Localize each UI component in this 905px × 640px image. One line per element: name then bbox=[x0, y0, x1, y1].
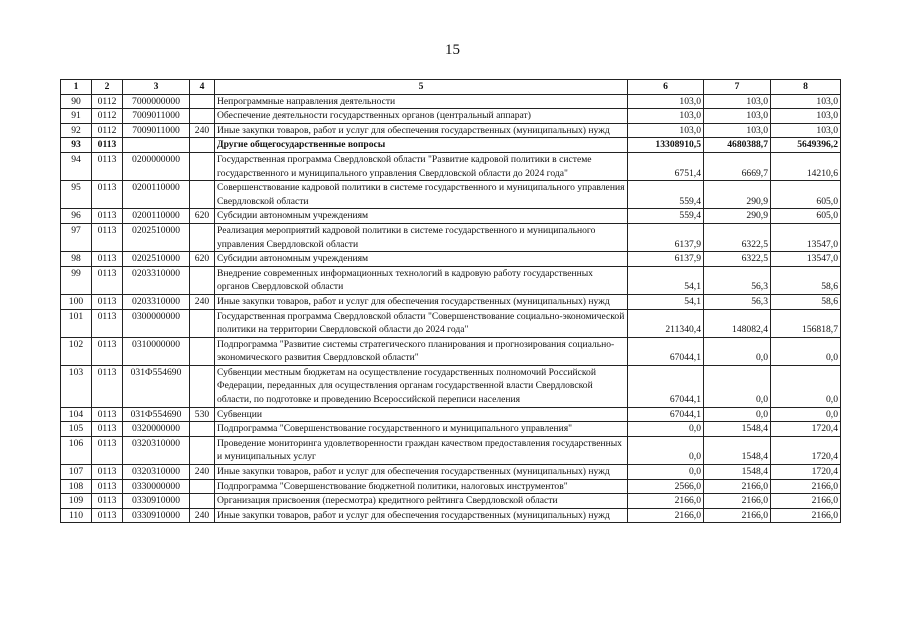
row-number: 106 bbox=[61, 436, 92, 464]
amount-col-6: 2166,0 bbox=[628, 494, 704, 509]
amount-col-6: 0,0 bbox=[628, 436, 704, 464]
item-name: Организация присвоения (пересмотра) кредитного рейтинга Свердловской области bbox=[215, 494, 628, 509]
amount-col-8: 156818,7 bbox=[771, 309, 841, 337]
amount-col-7: 2166,0 bbox=[704, 494, 771, 509]
section-code: 0112 bbox=[92, 109, 123, 124]
section-code: 0113 bbox=[92, 479, 123, 494]
amount-col-8: 103,0 bbox=[771, 94, 841, 109]
target-article-code: 0310000000 bbox=[123, 337, 190, 365]
table-row bbox=[61, 436, 841, 464]
item-name: Совершенствование кадровой политики в системе государственного и муниципального управления Свердловской области bbox=[215, 181, 628, 209]
section-code: 0113 bbox=[92, 494, 123, 509]
row-number: 101 bbox=[61, 309, 92, 337]
table-row bbox=[61, 465, 841, 480]
target-article-code: 7000000000 bbox=[123, 94, 190, 109]
item-name: Иные закупки товаров, работ и услуг для обеспечения государственных (муниципальных) нужд bbox=[215, 465, 628, 480]
table-row bbox=[61, 209, 841, 224]
amount-col-7: 56,3 bbox=[704, 266, 771, 294]
amount-col-8: 1720,4 bbox=[771, 465, 841, 480]
expense-type-code bbox=[190, 422, 215, 437]
amount-col-8: 1720,4 bbox=[771, 436, 841, 464]
amount-col-6: 211340,4 bbox=[628, 309, 704, 337]
row-number: 108 bbox=[61, 479, 92, 494]
amount-col-7: 56,3 bbox=[704, 294, 771, 309]
column-header: 4 bbox=[190, 80, 215, 95]
target-article-code: 0320310000 bbox=[123, 436, 190, 464]
item-name: Подпрограмма "Развитие системы стратегического планирования и прогнозирования социально-экономического развития Свердловской области" bbox=[215, 337, 628, 365]
item-name: Субсидии автономным учреждениям bbox=[215, 209, 628, 224]
amount-col-8: 58,6 bbox=[771, 294, 841, 309]
expense-type-code bbox=[190, 337, 215, 365]
expense-type-code bbox=[190, 266, 215, 294]
section-code: 0113 bbox=[92, 266, 123, 294]
expense-type-code bbox=[190, 223, 215, 251]
row-number: 90 bbox=[61, 94, 92, 109]
table-row bbox=[61, 479, 841, 494]
section-code: 0113 bbox=[92, 138, 123, 153]
section-code: 0113 bbox=[92, 152, 123, 180]
row-number: 98 bbox=[61, 252, 92, 267]
amount-col-6: 103,0 bbox=[628, 109, 704, 124]
item-name: Иные закупки товаров, работ и услуг для обеспечения государственных (муниципальных) нужд bbox=[215, 508, 628, 523]
amount-col-8: 2166,0 bbox=[771, 479, 841, 494]
row-number: 92 bbox=[61, 123, 92, 138]
amount-col-6: 67044,1 bbox=[628, 337, 704, 365]
target-article-code: 0330000000 bbox=[123, 479, 190, 494]
item-name: Непрограммные направления деятельности bbox=[215, 94, 628, 109]
amount-col-6: 6751,4 bbox=[628, 152, 704, 180]
column-header: 6 bbox=[628, 80, 704, 95]
target-article-code: 0200110000 bbox=[123, 181, 190, 209]
item-name: Подпрограмма "Совершенствование государственного и муниципального управления" bbox=[215, 422, 628, 437]
amount-col-6: 103,0 bbox=[628, 123, 704, 138]
amount-col-7: 148082,4 bbox=[704, 309, 771, 337]
column-header: 7 bbox=[704, 80, 771, 95]
row-number: 110 bbox=[61, 508, 92, 523]
row-number: 104 bbox=[61, 407, 92, 422]
table-row bbox=[61, 252, 841, 267]
row-number: 93 bbox=[61, 138, 92, 153]
item-name: Проведение мониторинга удовлетворенности граждан качеством предоставления государственных и муниципальных услуг bbox=[215, 436, 628, 464]
amount-col-7: 0,0 bbox=[704, 407, 771, 422]
section-code: 0113 bbox=[92, 223, 123, 251]
expense-type-code: 240 bbox=[190, 294, 215, 309]
expense-type-code: 240 bbox=[190, 123, 215, 138]
row-number: 91 bbox=[61, 109, 92, 124]
target-article-code: 7009011000 bbox=[123, 109, 190, 124]
expense-type-code bbox=[190, 94, 215, 109]
item-name: Субсидии автономным учреждениям bbox=[215, 252, 628, 267]
amount-col-6: 67044,1 bbox=[628, 407, 704, 422]
section-code: 0113 bbox=[92, 422, 123, 437]
amount-col-8: 1720,4 bbox=[771, 422, 841, 437]
table-row bbox=[61, 294, 841, 309]
amount-col-6: 0,0 bbox=[628, 465, 704, 480]
amount-col-7: 1548,4 bbox=[704, 422, 771, 437]
row-number: 109 bbox=[61, 494, 92, 509]
section-code: 0113 bbox=[92, 209, 123, 224]
expense-type-code bbox=[190, 494, 215, 509]
table-row bbox=[61, 123, 841, 138]
table-row bbox=[61, 181, 841, 209]
target-article-code: 0203310000 bbox=[123, 266, 190, 294]
amount-col-7: 103,0 bbox=[704, 94, 771, 109]
column-header: 3 bbox=[123, 80, 190, 95]
amount-col-7: 6322,5 bbox=[704, 223, 771, 251]
amount-col-8: 103,0 bbox=[771, 123, 841, 138]
section-code: 0112 bbox=[92, 94, 123, 109]
amount-col-6: 103,0 bbox=[628, 94, 704, 109]
amount-col-6: 67044,1 bbox=[628, 365, 704, 407]
row-number: 105 bbox=[61, 422, 92, 437]
section-code: 0113 bbox=[92, 181, 123, 209]
amount-col-8: 0,0 bbox=[771, 365, 841, 407]
amount-col-6: 2166,0 bbox=[628, 508, 704, 523]
table-row bbox=[61, 223, 841, 251]
table-row bbox=[61, 407, 841, 422]
table-row bbox=[61, 152, 841, 180]
amount-col-7: 103,0 bbox=[704, 109, 771, 124]
table-row bbox=[61, 309, 841, 337]
table-row bbox=[61, 365, 841, 407]
row-number: 103 bbox=[61, 365, 92, 407]
amount-col-7: 2166,0 bbox=[704, 508, 771, 523]
expense-type-code bbox=[190, 109, 215, 124]
amount-col-8: 0,0 bbox=[771, 407, 841, 422]
table-row bbox=[61, 138, 841, 153]
table-header-row bbox=[61, 80, 841, 95]
item-name: Внедрение современных информационных технологий в кадровую работу государственных органов Свердловской области bbox=[215, 266, 628, 294]
expense-type-code bbox=[190, 138, 215, 153]
amount-col-7: 6322,5 bbox=[704, 252, 771, 267]
expense-type-code: 620 bbox=[190, 252, 215, 267]
column-header: 2 bbox=[92, 80, 123, 95]
amount-col-6: 54,1 bbox=[628, 266, 704, 294]
item-name: Подпрограмма "Совершенствование бюджетной политики, налоговых инструментов" bbox=[215, 479, 628, 494]
row-number: 100 bbox=[61, 294, 92, 309]
amount-col-7: 2166,0 bbox=[704, 479, 771, 494]
target-article-code: 0330910000 bbox=[123, 508, 190, 523]
section-code: 0113 bbox=[92, 436, 123, 464]
section-code: 0112 bbox=[92, 123, 123, 138]
amount-col-8: 2166,0 bbox=[771, 508, 841, 523]
item-name: Иные закупки товаров, работ и услуг для обеспечения государственных (муниципальных) нужд bbox=[215, 294, 628, 309]
amount-col-7: 290,9 bbox=[704, 209, 771, 224]
item-name: Реализация мероприятий кадровой политики в системе государственного и муниципального управления Свердловской области bbox=[215, 223, 628, 251]
row-number: 95 bbox=[61, 181, 92, 209]
section-code: 0113 bbox=[92, 252, 123, 267]
amount-col-6: 54,1 bbox=[628, 294, 704, 309]
section-code: 0113 bbox=[92, 294, 123, 309]
expense-type-code bbox=[190, 152, 215, 180]
target-article-code: 0330910000 bbox=[123, 494, 190, 509]
table-body bbox=[61, 94, 841, 523]
table-row bbox=[61, 422, 841, 437]
amount-col-7: 1548,4 bbox=[704, 465, 771, 480]
target-article-code: 7009011000 bbox=[123, 123, 190, 138]
column-header: 1 bbox=[61, 80, 92, 95]
column-header: 5 bbox=[215, 80, 628, 95]
expense-type-code: 530 bbox=[190, 407, 215, 422]
amount-col-7: 0,0 bbox=[704, 337, 771, 365]
section-code: 0113 bbox=[92, 337, 123, 365]
target-article-code: 031Ф554690 bbox=[123, 407, 190, 422]
expense-type-code bbox=[190, 479, 215, 494]
target-article-code: 0320000000 bbox=[123, 422, 190, 437]
expense-type-code bbox=[190, 309, 215, 337]
amount-col-7: 1548,4 bbox=[704, 436, 771, 464]
amount-col-8: 103,0 bbox=[771, 109, 841, 124]
amount-col-8: 605,0 bbox=[771, 209, 841, 224]
section-code: 0113 bbox=[92, 508, 123, 523]
table-row bbox=[61, 109, 841, 124]
target-article-code: 031Ф554690 bbox=[123, 365, 190, 407]
row-number: 96 bbox=[61, 209, 92, 224]
amount-col-7: 4680388,7 bbox=[704, 138, 771, 153]
page-number: 15 bbox=[445, 42, 460, 58]
target-article-code: 0200110000 bbox=[123, 209, 190, 224]
target-article-code: 0203310000 bbox=[123, 294, 190, 309]
amount-col-7: 290,9 bbox=[704, 181, 771, 209]
table-row bbox=[61, 94, 841, 109]
row-number: 97 bbox=[61, 223, 92, 251]
amount-col-8: 2166,0 bbox=[771, 494, 841, 509]
target-article-code: 0200000000 bbox=[123, 152, 190, 180]
item-name: Иные закупки товаров, работ и услуг для обеспечения государственных (муниципальных) нужд bbox=[215, 123, 628, 138]
expense-type-code bbox=[190, 181, 215, 209]
target-article-code: 0202510000 bbox=[123, 252, 190, 267]
table-row bbox=[61, 337, 841, 365]
row-number: 99 bbox=[61, 266, 92, 294]
row-number: 94 bbox=[61, 152, 92, 180]
section-code: 0113 bbox=[92, 407, 123, 422]
amount-col-6: 559,4 bbox=[628, 209, 704, 224]
amount-col-8: 14210,6 bbox=[771, 152, 841, 180]
section-code: 0113 bbox=[92, 365, 123, 407]
amount-col-7: 103,0 bbox=[704, 123, 771, 138]
expense-type-code: 620 bbox=[190, 209, 215, 224]
target-article-code: 0202510000 bbox=[123, 223, 190, 251]
budget-table bbox=[60, 79, 841, 523]
row-number: 107 bbox=[61, 465, 92, 480]
expense-type-code: 240 bbox=[190, 465, 215, 480]
amount-col-7: 6669,7 bbox=[704, 152, 771, 180]
item-name: Обеспечение деятельности государственных органов (центральный аппарат) bbox=[215, 109, 628, 124]
target-article-code bbox=[123, 138, 190, 153]
amount-col-6: 0,0 bbox=[628, 422, 704, 437]
section-code: 0113 bbox=[92, 465, 123, 480]
table-row bbox=[61, 494, 841, 509]
amount-col-8: 0,0 bbox=[771, 337, 841, 365]
amount-col-6: 6137,9 bbox=[628, 223, 704, 251]
amount-col-8: 5649396,2 bbox=[771, 138, 841, 153]
amount-col-7: 0,0 bbox=[704, 365, 771, 407]
item-name: Другие общегосударственные вопросы bbox=[215, 138, 628, 153]
amount-col-6: 13308910,5 bbox=[628, 138, 704, 153]
item-name: Государственная программа Свердловской области "Совершенствование социально-экономической политики на территории Свердловской области до 2024 года" bbox=[215, 309, 628, 337]
column-header: 8 bbox=[771, 80, 841, 95]
expense-type-code bbox=[190, 365, 215, 407]
target-article-code: 0300000000 bbox=[123, 309, 190, 337]
amount-col-6: 2566,0 bbox=[628, 479, 704, 494]
amount-col-6: 6137,9 bbox=[628, 252, 704, 267]
amount-col-6: 559,4 bbox=[628, 181, 704, 209]
row-number: 102 bbox=[61, 337, 92, 365]
target-article-code: 0320310000 bbox=[123, 465, 190, 480]
table-row bbox=[61, 266, 841, 294]
expense-type-code: 240 bbox=[190, 508, 215, 523]
table-row bbox=[61, 508, 841, 523]
item-name: Субвенции bbox=[215, 407, 628, 422]
amount-col-8: 13547,0 bbox=[771, 252, 841, 267]
amount-col-8: 605,0 bbox=[771, 181, 841, 209]
section-code: 0113 bbox=[92, 309, 123, 337]
item-name: Субвенции местным бюджетам на осуществление государственных полномочий Российской Федерации, переданных для осуществления органам государственной власти Свердловской области, по подготовке и проведению Всероссийской переписи населения bbox=[215, 365, 628, 407]
expense-type-code bbox=[190, 436, 215, 464]
amount-col-8: 13547,0 bbox=[771, 223, 841, 251]
amount-col-8: 58,6 bbox=[771, 266, 841, 294]
item-name: Государственная программа Свердловской области "Развитие кадровой политики в системе государственного и муниципального управления Свердловской области до 2024 года" bbox=[215, 152, 628, 180]
